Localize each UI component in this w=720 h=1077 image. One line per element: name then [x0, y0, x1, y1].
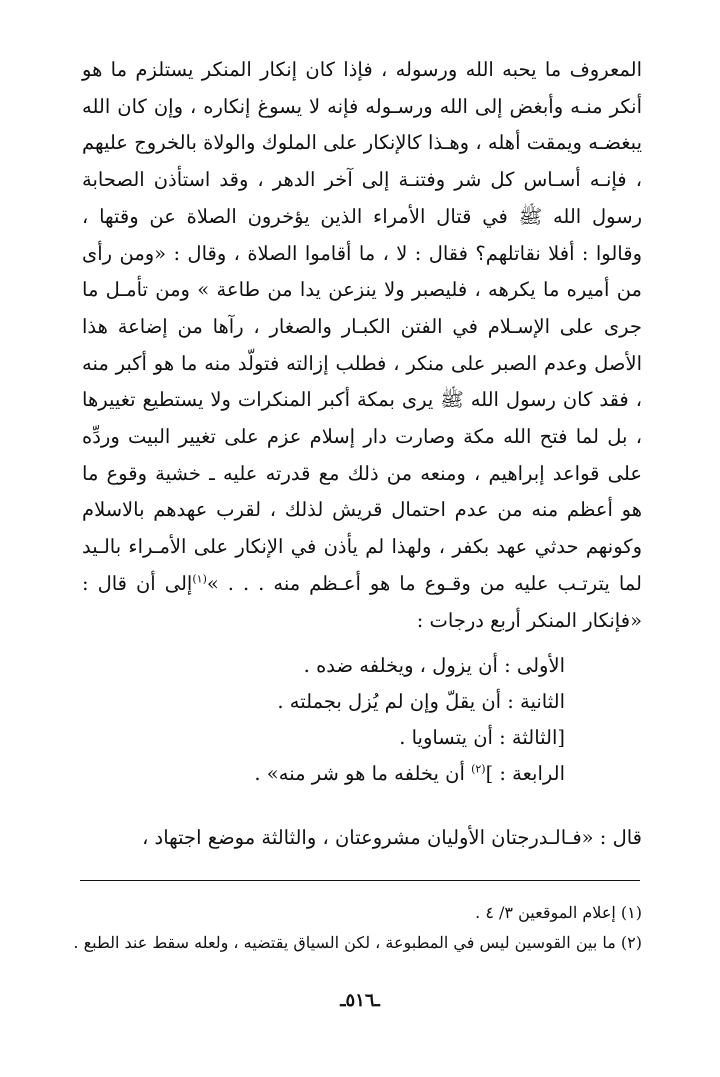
main-paragraph-text: المعروف ما يحبه الله ورسوله ، فإذا كان إنكار المنكر يستلزم ما هو أنكر منـه وأبغض إلى الله ورسـوله فإنه لا يسوغ إنكاره ، وإن كان الله يبغضـه ويمقت أهله ، وهـذا كالإنكار على الملوك والولاة بالخروج عليهم ، فإنـه أسـاس كل شر وفتنـة إلى آخر الدهر ، وقد استأذن الصحابة رسول الله ﷺ في قتال الأمراء الذين يؤخرون الصلاة عن وقتها ، وقالوا : أفلا نقاتلهم؟ فقال : لا ، ما أقاموا الصلاة ، وقال : «ومن رأى من أميره ما يكرهه ، فليصبر ولا ينزعن يدا من طاعة » ومن تأمـل ما جرى على الإسـلام في الفتن الكبـار والصغار ، رآها من إضاعة هذا الأصل وعدم الصبر على منكر ، فطلب إزالته فتولّد منه ما هو أكبر منه ، فقد كان رسول الله ﷺ يرى بمكة أكبر المنكرات ولا يستطيع تغييرها ، بل لما فتح الله مكة وصارت دار إسلام عزم على تغيير البيت وردِّه على قواعد إبراهيم ، ومنعه من ذلك مع قدرته عليه ـ خشية وقوع ما هو أعظم منه من عدم احتمال قريش لذلك ، لقرب عهدهم بالاسلام وكونهم حدثي عهد بكفر ، ولهذا لم يأذن في الإنكار على الأمـراء بالـيد لما يترتـب عليه من وقـوع ما هو أعـظم منه . . . » — [82, 58, 642, 595]
degree-item: [الثالثة : أن يتساويا . — [399, 726, 565, 749]
footnote-divider — [80, 880, 640, 881]
main-paragraph-tail: إلى أن قال : «فإنكار المنكر أربع درجات : — [82, 571, 642, 632]
degrees-list — [85, 648, 565, 792]
footnotes-list — [73, 898, 642, 958]
degree-item: الثانية : أن يقلّ وإن لم يُزل بجملته . — [277, 690, 565, 713]
footnote-item: (١) إعلام الموقعين ٣/ ٤ . — [475, 903, 642, 922]
page-number: ـ٥١٦ـ — [340, 990, 380, 1011]
footnote-item: (٢) ما بين القوسين ليس في المطبوعة ، لكن السياق يقتضيه ، ولعله سقط عند الطبع . — [73, 933, 642, 952]
degree-item — [85, 756, 565, 792]
footnote-ref-1: (١) — [192, 572, 207, 586]
footnote-ref-2: (٢) — [471, 762, 486, 776]
closing-line: قال : «فـالـدرجتان الأوليان مشروعتان ، والثالثة موضع اجتهاد ، — [142, 826, 642, 849]
main-paragraph — [82, 52, 642, 639]
degree-item-text-before: الرابعة : ] — [485, 762, 565, 785]
degree-item: الأولى : أن يزول ، ويخلفه ضده . — [303, 654, 565, 677]
degree-item-text-after: أن يخلفه ما هو شر منه» . — [254, 762, 472, 785]
